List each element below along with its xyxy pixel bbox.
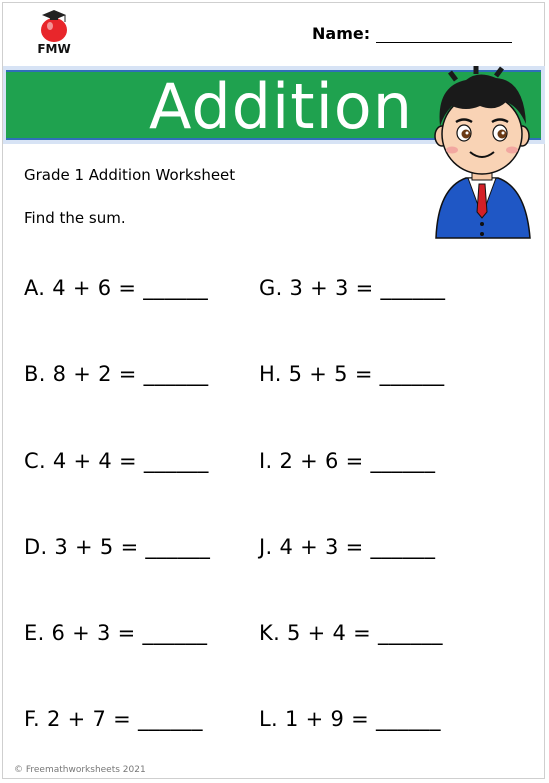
problem-e[interactable]: E. 6 + 3 = ______	[24, 621, 208, 645]
copyright-footer: © Freemathworksheets 2021	[14, 765, 146, 775]
worksheet-instruction: Find the sum.	[24, 209, 126, 227]
logo-text: FMW	[37, 42, 71, 56]
problem-i[interactable]: I. 2 + 6 = ______	[259, 449, 436, 473]
problem-j[interactable]: J. 4 + 3 = ______	[259, 535, 436, 559]
problem-h[interactable]: H. 5 + 5 = ______	[259, 362, 445, 386]
problem-b[interactable]: B. 8 + 2 = ______	[24, 362, 209, 386]
problem-a[interactable]: A. 4 + 6 = ______	[24, 276, 209, 300]
problem-g[interactable]: G. 3 + 3 = ______	[259, 276, 446, 300]
worksheet-subtitle: Grade 1 Addition Worksheet	[24, 166, 236, 184]
name-input-line[interactable]	[376, 42, 512, 43]
boy-character-icon	[426, 66, 538, 242]
page-title: Addition	[149, 70, 414, 143]
problem-f[interactable]: F. 2 + 7 = ______	[24, 707, 203, 731]
name-label: Name:	[312, 24, 371, 43]
problem-k[interactable]: K. 5 + 4 = ______	[259, 621, 443, 645]
problem-l[interactable]: L. 1 + 9 = ______	[259, 707, 441, 731]
problem-d[interactable]: D. 3 + 5 = ______	[24, 535, 211, 559]
problem-c[interactable]: C. 4 + 4 = ______	[24, 449, 209, 473]
